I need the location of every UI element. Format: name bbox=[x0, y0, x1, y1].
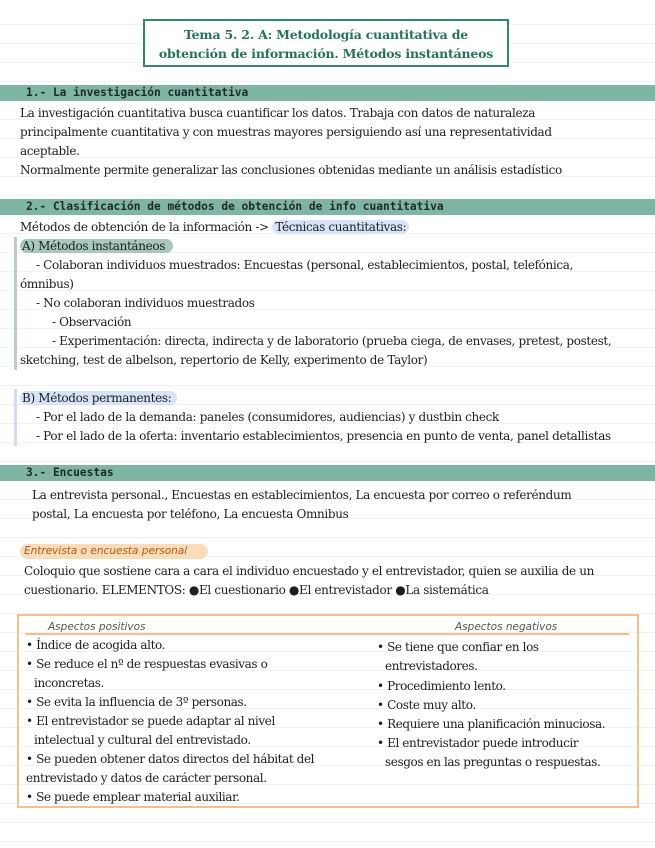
negative-item: entrevistadores. bbox=[385, 659, 478, 673]
s1-text-1: La investigación cuantitativa busca cuantificar los datos. Trabaja con datos de naturaleza bbox=[20, 106, 536, 120]
s1-text-4: Normalmente permite generalizar las conclusiones obtenidas mediante un análisis estadístico bbox=[20, 163, 562, 177]
group-a-item-4: - Experimentación: directa, indirecta y de laboratorio (prueba ciega, de envases, pretest, postest, bbox=[52, 334, 612, 348]
positive-item: • Índice de acogida alto. bbox=[26, 638, 166, 652]
s3-text-1: La entrevista personal., Encuestas en establecimientos, La encuesta por correo o referéndum bbox=[32, 488, 572, 502]
negative-item: sesgos en las preguntas o respuestas. bbox=[385, 755, 601, 769]
positive-aspects-title: Aspectos positivos bbox=[48, 621, 146, 633]
group-a-label bbox=[20, 237, 173, 256]
group-b-label bbox=[20, 389, 177, 408]
personal-interview-tag: Entrevista o encuesta personal bbox=[24, 545, 188, 557]
s3-text-2: postal, La encuesta por teléfono, La encuesta Omnibus bbox=[32, 507, 349, 521]
s1-text-2: principalmente cuantitativa y con muestras mayores persiguiendo así una representatividad bbox=[20, 125, 552, 139]
negative-item: • Se tiene que confiar en los bbox=[377, 640, 539, 654]
s2-intro-prefix: Métodos de obtención de la información -> bbox=[20, 220, 269, 234]
title-line-2: obtención de información. Métodos instantáneos bbox=[158, 46, 494, 61]
s3-definition-1: Coloquio que sostiene cara a cara el individuo encuestado y el entrevistador, quien se auxilia de un bbox=[24, 564, 594, 578]
positive-item: • Se puede emplear material auxiliar. bbox=[26, 790, 240, 804]
section-1-heading: 1.- La investigación cuantitativa bbox=[26, 86, 249, 99]
group-a-item-1-cont: ómnibus) bbox=[20, 277, 74, 291]
group-a-rule bbox=[14, 237, 17, 370]
group-b-item-2: - Por el lado de la oferta: inventario establecimientos, presencia en punto de venta, panel detallistas bbox=[36, 429, 611, 443]
s2-intro bbox=[20, 218, 409, 237]
group-a-label-text: A) Métodos instantáneos bbox=[20, 239, 173, 253]
group-b-label-text: B) Métodos permanentes: bbox=[20, 391, 177, 405]
group-a-item-2: - No colaboran individuos muestrados bbox=[36, 296, 255, 310]
group-a-item-3: - Observación bbox=[52, 315, 132, 329]
group-b-item-1: - Por el lado de la demanda: paneles (consumidores, audiencias) y dustbin check bbox=[36, 410, 499, 424]
negative-item: • Coste muy alto. bbox=[377, 698, 476, 712]
positive-item: • Se evita la influencia de 3º personas. bbox=[26, 695, 247, 709]
positive-item: entrevistado y datos de carácter personal. bbox=[26, 771, 267, 785]
group-a-item-4-cont: sketching, test de albelson, repertorio de Kelly, experimento de Taylor) bbox=[20, 353, 428, 367]
positive-item: • Se reduce el nº de respuestas evasivas o bbox=[26, 657, 268, 671]
section-3-heading: 3.- Encuestas bbox=[26, 466, 114, 479]
negative-item: • Procedimiento lento. bbox=[377, 679, 506, 693]
negative-item: • El entrevistador puede introducir bbox=[377, 736, 579, 750]
negative-item: • Requiere una planificación minuciosa. bbox=[377, 717, 606, 731]
box-heading-rule bbox=[25, 633, 629, 635]
s3-definition-2: cuestionario. ELEMENTOS: ●El cuestionario ●El entrevistador ●La sistemática bbox=[24, 583, 489, 597]
page-title bbox=[143, 19, 509, 67]
positive-item: inconcretas. bbox=[34, 676, 104, 690]
negative-aspects-title: Aspectos negativos bbox=[455, 621, 558, 633]
s2-intro-highlight: Técnicas cuantitativas: bbox=[272, 220, 409, 234]
title-line-1: Tema 5. 2. A: Metodología cuantitativa de bbox=[184, 27, 468, 42]
group-b-rule bbox=[14, 389, 17, 446]
group-a-item-1: - Colaboran individuos muestrados: Encuestas (personal, establecimientos, postal, telefónica, bbox=[36, 258, 574, 272]
section-2-heading: 2.- Clasificación de métodos de obtención de info cuantitativa bbox=[26, 200, 444, 213]
positive-item: • El entrevistador se puede adaptar al nivel bbox=[26, 714, 275, 728]
positive-item: • Se pueden obtener datos directos del hábitat del bbox=[26, 752, 315, 766]
positive-item: intelectual y cultural del entrevistado. bbox=[34, 733, 251, 747]
s1-text-3: aceptable. bbox=[20, 144, 80, 158]
